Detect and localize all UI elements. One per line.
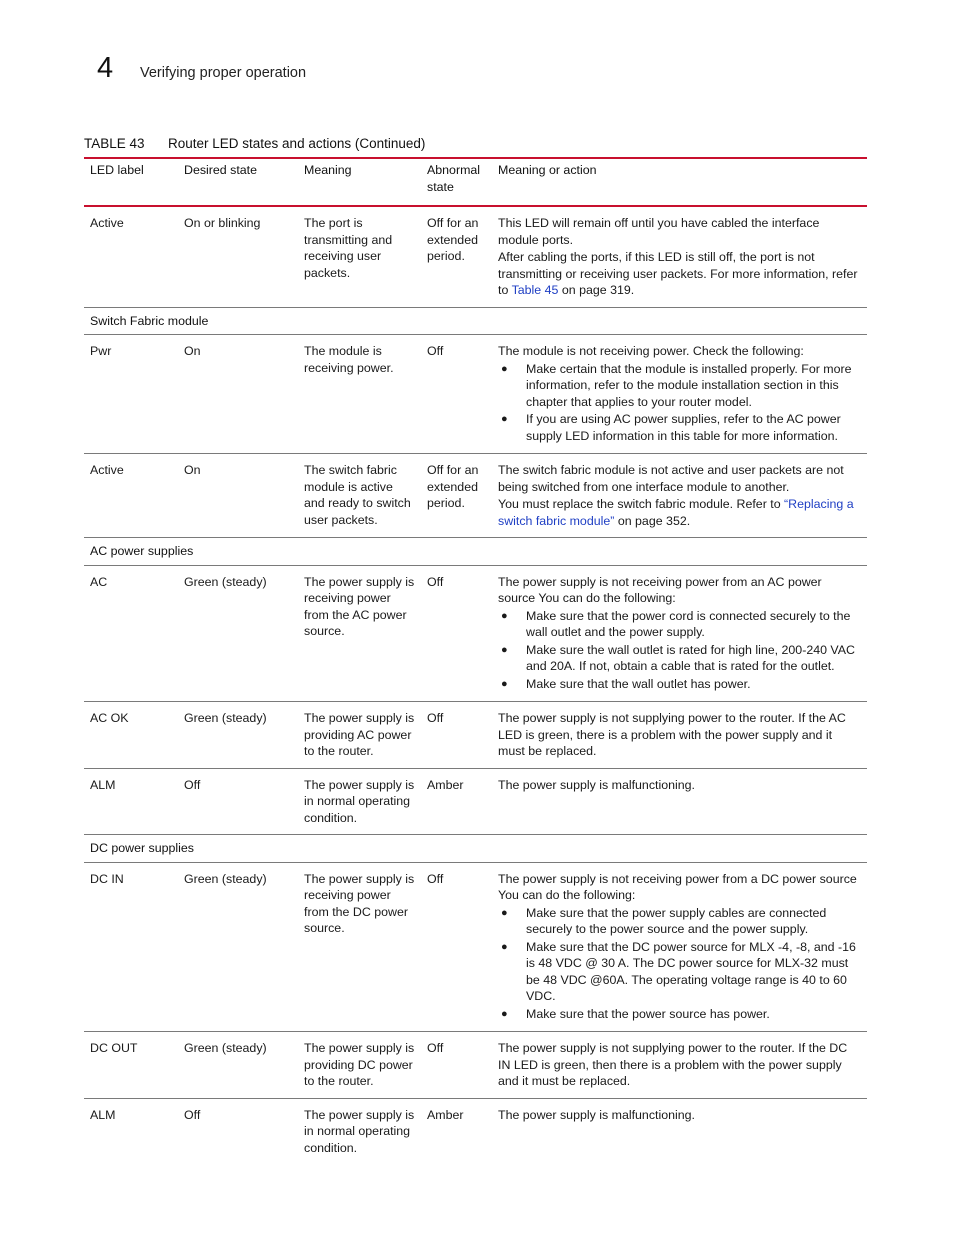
led-label-cell: DC OUT xyxy=(84,1032,178,1099)
desired-state-cell: Green (steady) xyxy=(178,565,298,702)
action-cell xyxy=(492,1032,867,1099)
led-label-cell: AC OK xyxy=(84,702,178,769)
bullet-item xyxy=(498,939,861,1005)
action-cell xyxy=(492,1098,867,1164)
action-text: The switch fabric module is not active and user packets are not being switched from one interface module to another. xyxy=(498,463,844,494)
bullet-list xyxy=(498,361,861,445)
bullet-item xyxy=(498,1006,861,1023)
section-heading: Switch Fabric module xyxy=(84,307,867,335)
action-text xyxy=(498,249,861,299)
column-header: Meaning or action xyxy=(492,158,867,206)
desired-state-cell: Off xyxy=(184,1107,201,1122)
bullet-icon: ● xyxy=(501,413,508,425)
table-row xyxy=(84,768,867,835)
action-cell xyxy=(492,454,867,538)
desired-state-cell: Green (steady) xyxy=(178,862,298,1032)
bullet-text: If you are using AC power supplies, refer to the AC power supply LED information in this table for more information. xyxy=(526,412,841,443)
table-row xyxy=(84,702,867,769)
replacing-switch-fabric-link[interactable]: “Replacing a switch fabric module” xyxy=(498,497,854,528)
desired-state-cell: Off xyxy=(178,768,298,835)
action-text: This LED will remain off until you have cabled the interface module ports. xyxy=(498,216,820,247)
led-label-cell: Pwr xyxy=(84,335,178,454)
desired-state-cell: On or blinking xyxy=(178,206,298,307)
led-label-cell: Active xyxy=(84,454,178,538)
led-states-table xyxy=(84,157,867,1164)
abnormal-state-cell: Off for an extended period. xyxy=(421,454,492,538)
led-label-cell: DC IN xyxy=(84,862,178,1032)
action-cell xyxy=(492,565,867,702)
action-text: The power supply is not supplying power to the router. If the DC IN LED is green, then there is a problem with the power supply and it must be replaced. xyxy=(498,1041,848,1088)
action-cell xyxy=(492,768,867,835)
column-header: Abnormal state xyxy=(421,158,492,206)
table-row xyxy=(84,565,867,702)
abnormal-state-cell: Off xyxy=(421,565,492,702)
abnormal-state-cell: Off xyxy=(421,335,492,454)
bullet-icon: ● xyxy=(501,677,508,690)
action-text xyxy=(498,496,861,529)
table-header-row xyxy=(84,158,867,206)
bullet-item xyxy=(498,905,861,938)
section-row-dc-power xyxy=(84,835,867,863)
bullet-text: Make sure that the wall outlet has power. xyxy=(526,676,751,691)
desired-state-cell: On xyxy=(178,454,298,538)
table-row xyxy=(84,206,867,307)
table-title: Router LED states and actions (Continued) xyxy=(168,136,426,151)
abnormal-state-cell: Off for an extended period. xyxy=(421,206,492,307)
led-label-cell: AC xyxy=(84,565,178,702)
abnormal-state-cell: Off xyxy=(421,702,492,769)
column-header: Desired state xyxy=(178,158,298,206)
meaning-cell: The power supply is in normal operating condition. xyxy=(298,768,421,835)
action-cell xyxy=(492,206,867,307)
bullet-icon: ● xyxy=(501,362,508,375)
column-header: Meaning xyxy=(298,158,421,206)
bullet-text: Make sure the wall outlet is rated for high line, 200-240 VAC and 20A. If not, obtain a cable that is rated for the outlet. xyxy=(526,642,855,673)
abnormal-state-cell: Amber xyxy=(427,1107,464,1122)
abnormal-state-cell: Amber xyxy=(421,768,492,835)
meaning-cell: The power supply is receiving power from the AC power source. xyxy=(298,565,421,702)
led-label-cell: Active xyxy=(84,206,178,307)
action-cell xyxy=(492,862,867,1032)
meaning-cell: The module is receiving power. xyxy=(298,335,421,454)
bullet-item xyxy=(498,411,861,444)
bullet-item xyxy=(498,676,861,693)
desired-state-cell: On xyxy=(178,335,298,454)
action-cell xyxy=(492,335,867,454)
desired-state-cell: Green (steady) xyxy=(178,1032,298,1099)
bullet-text: Make sure that the DC power source for MLX -4, -8, and -16 is 48 VDC @ 30 A. The DC power source for MLX-32 must be 48 VDC @60A. The operating voltage range is 40 to 60 VDC. xyxy=(526,939,856,1003)
abnormal-state-cell: Off xyxy=(421,1032,492,1099)
meaning-cell: The power supply is receiving power from the DC power source. xyxy=(298,862,421,1032)
action-text-part: After cabling the ports, if this LED is still off, the port is not transmitting or receiving user packets. For more information, refer to xyxy=(498,250,858,297)
action-text: The module is not receiving power. Check the following: xyxy=(498,344,804,358)
table-row xyxy=(84,862,867,1032)
meaning-cell: The power supply is providing DC power to the router. xyxy=(298,1032,421,1099)
action-text: The power supply is not receiving power from an AC power source You can do the following: xyxy=(498,574,822,605)
meaning-cell: The power supply is providing AC power to the router. xyxy=(298,702,421,769)
bullet-item xyxy=(498,642,861,675)
bullet-icon: ● xyxy=(501,643,508,656)
column-header: LED label xyxy=(84,158,178,206)
bullet-icon: ● xyxy=(501,609,508,622)
desired-state-cell: Green (steady) xyxy=(178,702,298,769)
bullet-text: Make sure that the power supply cables are connected securely to the power source and the power supply. xyxy=(526,905,827,936)
bullet-item xyxy=(498,361,861,411)
table-45-link[interactable]: Table 45 xyxy=(511,283,559,297)
section-heading: AC power supplies xyxy=(84,538,867,566)
bullet-text: Make certain that the module is installed properly. For more information, refer to the module installation section in this chapter that applies to your router model. xyxy=(526,361,852,409)
action-text: The power supply is not receiving power from a DC power source You can do the following: xyxy=(498,871,857,902)
table-row xyxy=(84,1098,867,1164)
bullet-list xyxy=(498,608,861,693)
bullet-text: Make sure that the power source has power. xyxy=(526,1006,770,1021)
table-label: TABLE 43 xyxy=(84,136,145,151)
bullet-icon: ● xyxy=(501,940,508,953)
action-text: The power supply is malfunctioning. xyxy=(498,777,695,792)
abnormal-state-cell: Off xyxy=(421,862,492,1032)
bullet-icon: ● xyxy=(501,1007,508,1020)
bullet-icon: ● xyxy=(501,906,508,919)
chapter-number: 4 xyxy=(97,52,114,84)
meaning-cell: The port is transmitting and receiving user packets. xyxy=(298,206,421,307)
action-text: The power supply is malfunctioning. xyxy=(498,1107,695,1122)
led-label-cell: ALM xyxy=(90,1107,116,1122)
meaning-cell: The switch fabric module is active and ready to switch user packets. xyxy=(298,454,421,538)
section-row-switch-fabric xyxy=(84,307,867,335)
action-text: The power supply is not supplying power to the router. If the AC LED is green, there is a problem with the power supply and it must be replaced. xyxy=(498,711,846,758)
bullet-list xyxy=(498,905,861,1023)
table-caption xyxy=(84,136,425,151)
action-text-part: on page 319. xyxy=(558,283,635,297)
table-row xyxy=(84,1032,867,1099)
bullet-item xyxy=(498,608,861,641)
table-row xyxy=(84,335,867,454)
section-heading: DC power supplies xyxy=(84,835,867,863)
action-cell xyxy=(492,702,867,769)
action-text-part: on page 352. xyxy=(614,513,691,528)
bullet-text: Make sure that the power cord is connected securely to the wall outlet and the power supply. xyxy=(526,608,851,639)
table-row xyxy=(84,454,867,538)
meaning-cell: The power supply is in normal operating condition. xyxy=(304,1107,415,1155)
chapter-title: Verifying proper operation xyxy=(140,65,307,81)
action-text-part: You must replace the switch fabric module. Refer to xyxy=(498,497,785,511)
led-label-cell: ALM xyxy=(84,768,178,835)
section-row-ac-power xyxy=(84,538,867,566)
